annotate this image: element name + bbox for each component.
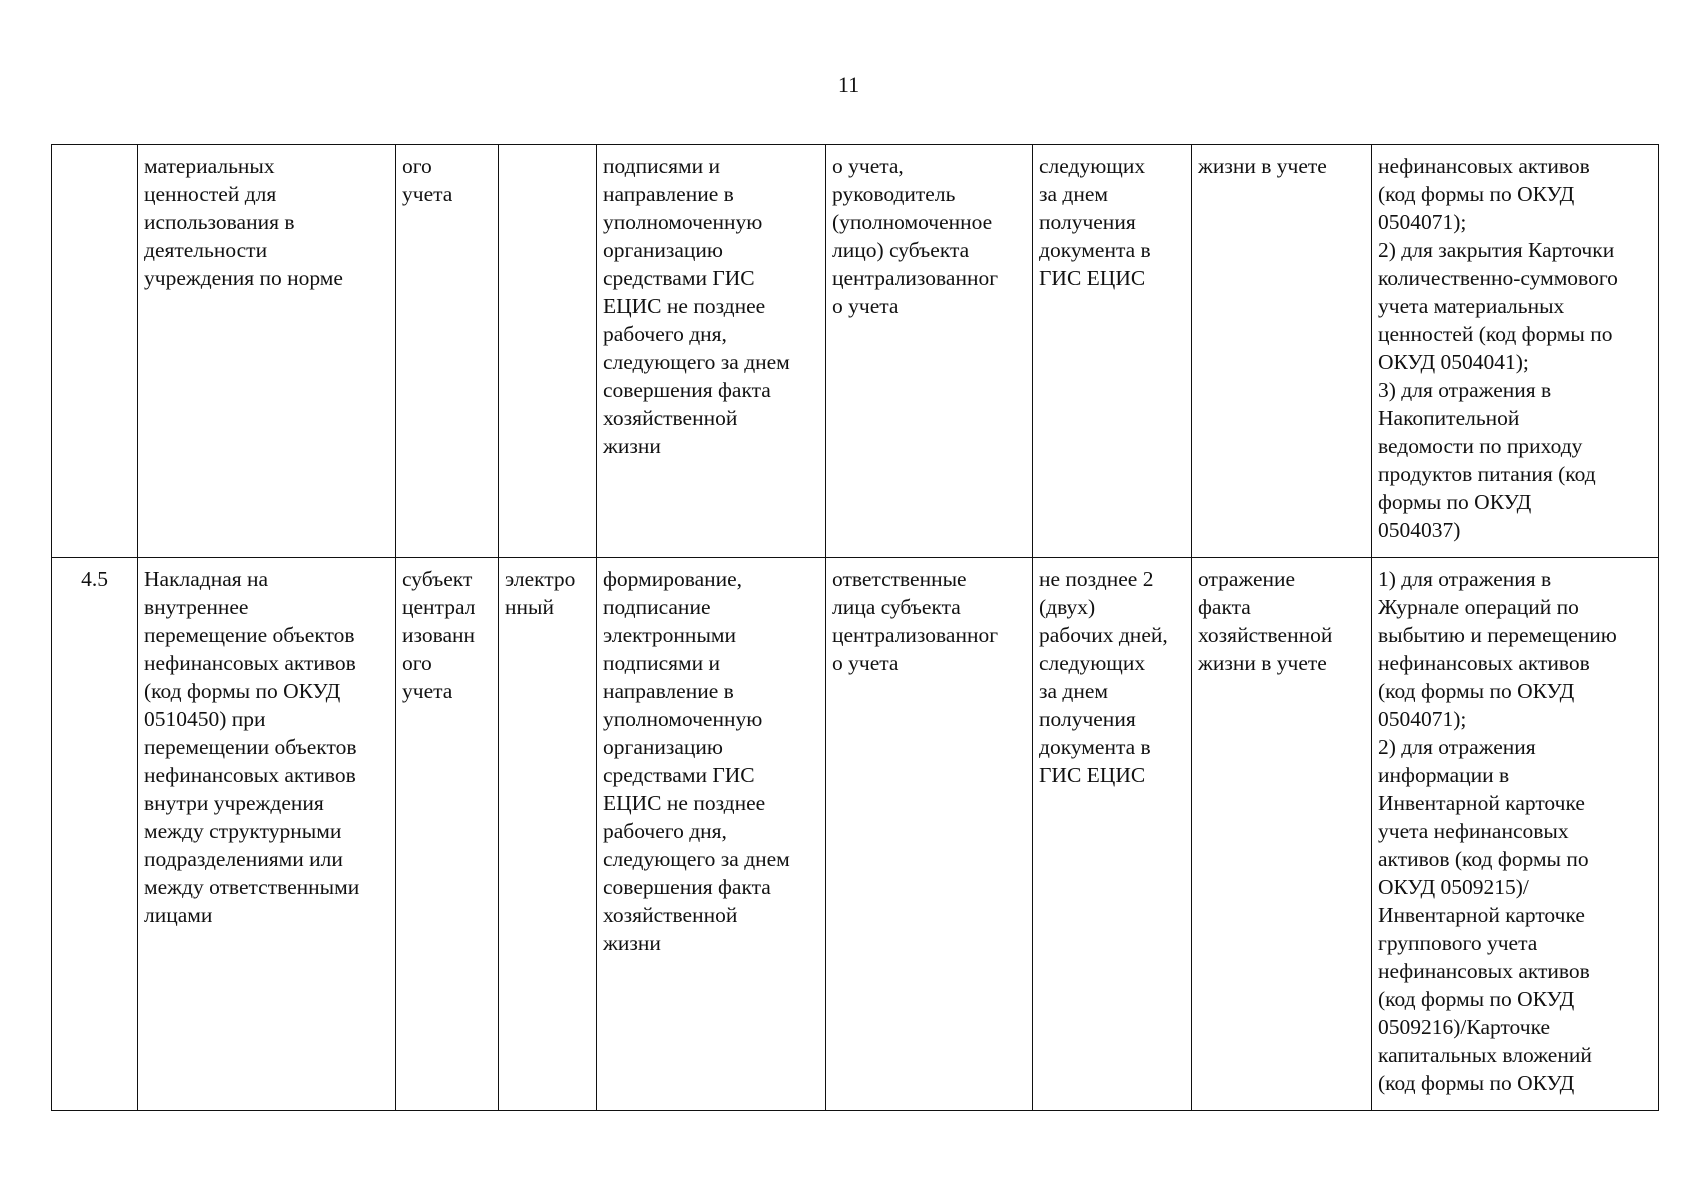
cell-registers: 1) для отражения в Журнале операций по выбытию и перемещению нефинансовых активов (код формы по ОКУД 0504071); 2) для отражения информации в Инвентарной карточке учета нефинансовых активов (код формы по ОКУД 0509215)/ Инвентарной карточке группового учета нефинансовых активов (код формы по ОКУД 0509216)/Карточке капитальных вложений (код формы по ОКУД (1372, 558, 1659, 1111)
cell-form: электро нный (499, 558, 597, 1111)
page-number: 11 (837, 72, 860, 97)
cell-document: Накладная на внутреннее перемещение объектов нефинансовых активов (код формы по ОКУД 0510450) при перемещении объектов нефинансовых активов внутри учреждения между структурными подразделениями или между ответственными лицами (138, 558, 396, 1111)
cell-procedure: подписями и направление в уполномоченную организацию средствами ГИС ЕЦИС не позднее рабочего дня, следующего за днем совершения факта хозяйственной жизни (597, 145, 826, 558)
cell-responsible: ответственные лица субъекта централизованног о учета (826, 558, 1033, 1111)
cell-creator: ого учета (396, 145, 499, 558)
cell-responsible: о учета, руководитель (уполномоченное лицо) субъекта централизованног о учета (826, 145, 1033, 558)
cell-purpose: жизни в учете (1192, 145, 1372, 558)
cell-registers: нефинансовых активов (код формы по ОКУД 0504071); 2) для закрытия Карточки количественно-суммового учета материальных ценностей (код формы по ОКУД 0504041); 3) для отражения в Накопительной ведомости по приходу продуктов питания (код формы по ОКУД 0504037) (1372, 145, 1659, 558)
cell-deadline: следующих за днем получения документа в ГИС ЕЦИС (1033, 145, 1192, 558)
cell-number: 4.5 (52, 558, 138, 1111)
document-table (51, 144, 1659, 1111)
cell-document: материальных ценностей для использования в деятельности учреждения по норме (138, 145, 396, 558)
table-row (52, 558, 1659, 1111)
cell-purpose: отражение факта хозяйственной жизни в учете (1192, 558, 1372, 1111)
cell-procedure: формирование, подписание электронными подписями и направление в уполномоченную организацию средствами ГИС ЕЦИС не позднее рабочего дня, следующего за днем совершения факта хозяйственной жизни (597, 558, 826, 1111)
cell-number (52, 145, 138, 558)
cell-deadline: не позднее 2 (двух) рабочих дней, следующих за днем получения документа в ГИС ЕЦИС (1033, 558, 1192, 1111)
cell-creator: субъект централ изованн ого учета (396, 558, 499, 1111)
table-row (52, 145, 1659, 558)
cell-form (499, 145, 597, 558)
